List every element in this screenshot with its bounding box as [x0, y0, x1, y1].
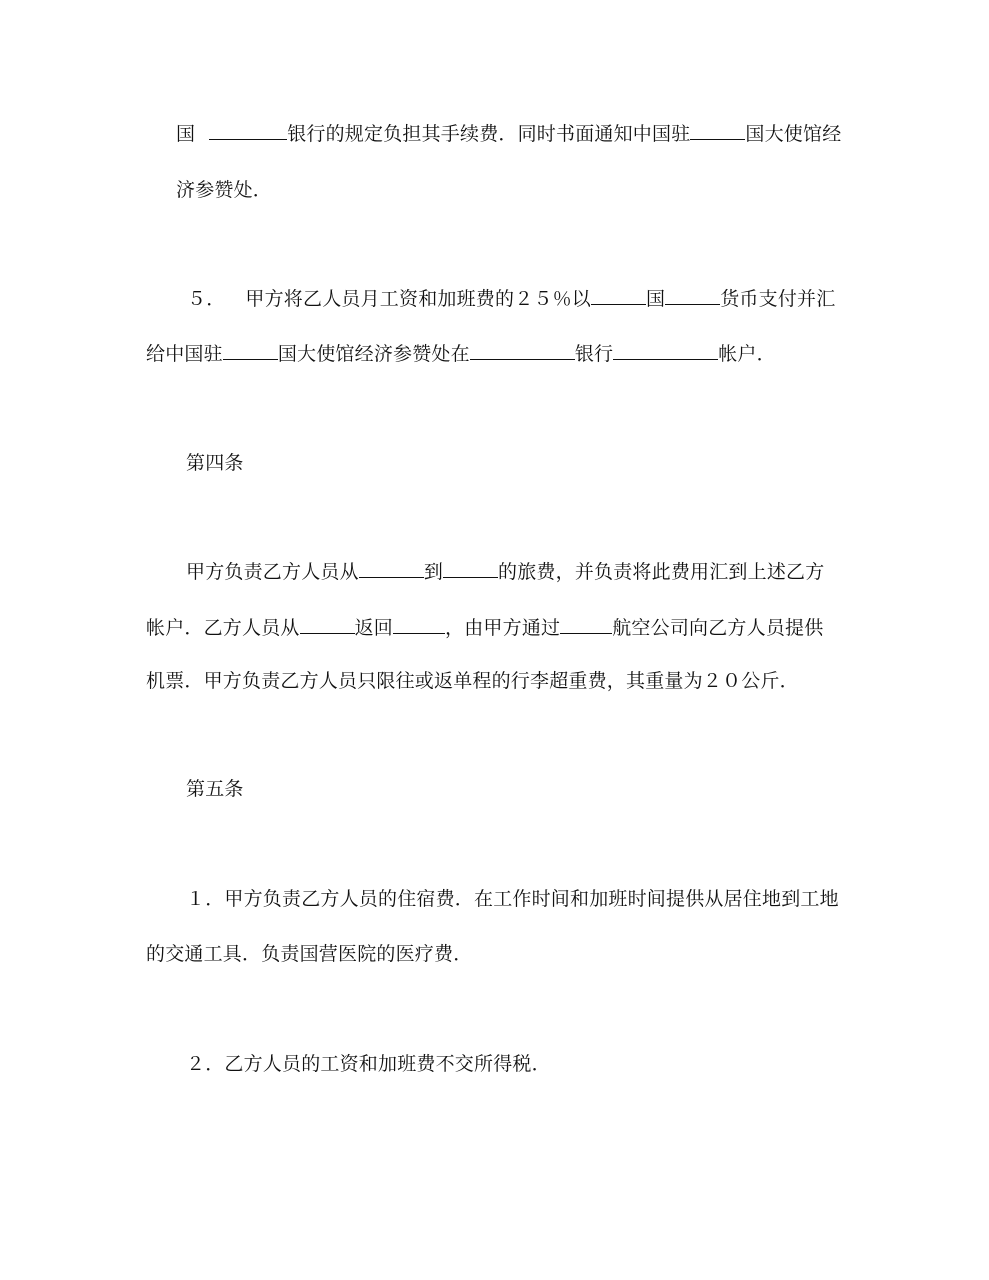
text-run: 银行 — [574, 343, 614, 365]
text-run: 甲方将乙人员月工资和加班费的２５％以 — [245, 288, 592, 310]
fill-in-blank — [300, 615, 355, 634]
paragraph-line: ２．乙方人员的工资和加班费不交所得税． — [186, 1053, 551, 1075]
paragraph-line — [186, 559, 824, 584]
fill-in-blank — [591, 286, 646, 305]
text-run: ，由甲方通过 — [445, 617, 561, 639]
fill-in-blank — [393, 615, 445, 634]
text-run: 的旅费，并负责将此费用汇到上述乙方 — [498, 561, 825, 583]
text-run: 给中国驻 — [146, 343, 223, 365]
fill-in-blank — [223, 341, 278, 360]
item-number: ５． — [187, 288, 226, 310]
text-run: 帐户．乙方人员从 — [146, 617, 300, 639]
text-run: 甲方负责乙方人员从 — [186, 561, 359, 583]
article-heading: 第五条 — [186, 778, 244, 800]
text-run: 国大使馆经 — [745, 123, 842, 145]
text-run: 返回 — [354, 617, 394, 639]
paragraph-line — [146, 341, 776, 366]
text-run: 到 — [423, 561, 444, 583]
article-heading: 第四条 — [186, 452, 244, 474]
fill-in-blank — [613, 341, 718, 360]
paragraph-line: 机票．甲方负责乙方人员只限往或返单程的行李超重费，其重量为２０公斤． — [146, 670, 799, 692]
paragraph-line: 的交通工具．负责国营医院的医疗费． — [146, 943, 473, 965]
text-run: 帐户． — [718, 343, 776, 365]
paragraph-line: １．甲方负责乙方人员的住宿费．在工作时间和加班时间提供从居住地到工地 — [186, 888, 839, 910]
fill-in-blank — [690, 121, 745, 140]
paragraph-line — [146, 615, 823, 640]
paragraph-line — [176, 121, 841, 146]
paragraph-line: 济参赞处． — [176, 179, 273, 201]
fill-in-blank — [443, 559, 498, 578]
text-run: 航空公司向乙方人员提供 — [612, 617, 824, 639]
fill-in-blank — [359, 559, 424, 578]
paragraph-line — [187, 286, 835, 311]
text-run: 国 — [176, 123, 196, 145]
fill-in-blank — [470, 341, 575, 360]
text-run: 国 — [646, 288, 666, 310]
fill-in-blank — [209, 121, 287, 140]
text-run: 国大使馆经济参赞处在 — [277, 343, 470, 365]
text-run: 银行的规定负担其手续费．同时书面通知中国驻 — [287, 123, 691, 145]
text-run: 货币支付并汇 — [720, 288, 836, 310]
fill-in-blank — [665, 286, 720, 305]
fill-in-blank — [560, 615, 612, 634]
